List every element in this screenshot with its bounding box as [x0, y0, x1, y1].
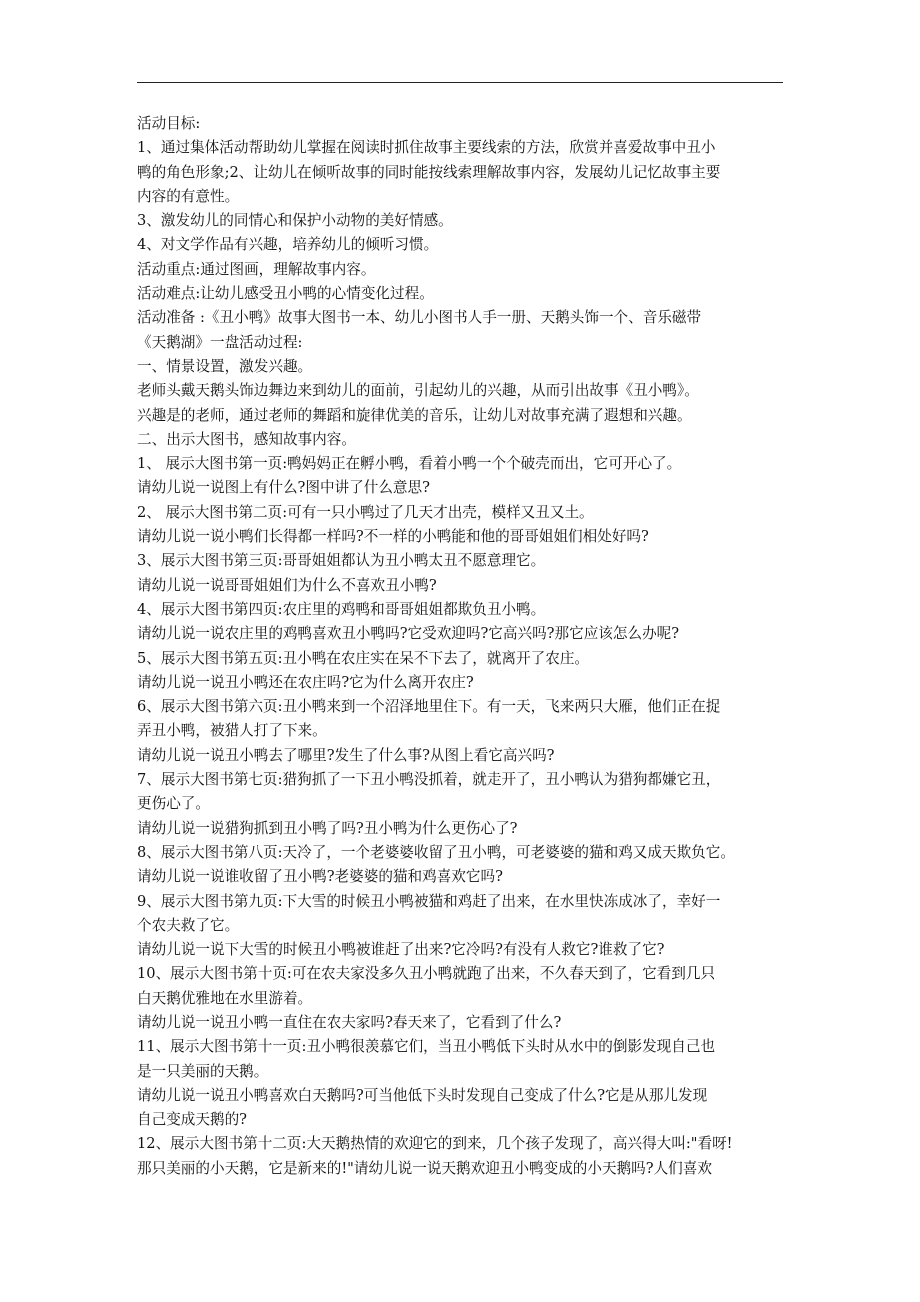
text-line: 请幼儿说一说丑小鸭一直住在农夫家吗?春天来了，它看到了什么?: [137, 1013, 562, 1031]
text-line: 那只美丽的小天鹅，它是新来的!"请幼儿说一说天鹅欢迎丑小鸭变成的小天鹅吗?人们喜欢: [137, 1159, 712, 1177]
text-line: 4、展示大图书第四页:农庄里的鸡鸭和哥哥姐姐都欺负丑小鸭。: [137, 600, 546, 618]
text-line: 请幼儿说一说丑小鸭还在农庄吗?它为什么离开农庄?: [137, 673, 474, 691]
text-line: 白天鹅优雅地在水里游着。: [137, 989, 313, 1007]
text-line: 请幼儿说一说丑小鸭喜欢白天鹅吗?可当他低下头时发现自己变成了什么?它是从那儿发现: [137, 1086, 708, 1104]
text-line: 请幼儿说一说图上有什么?图中讲了什么意思?: [137, 479, 430, 497]
text-line: 请幼儿说一说丑小鸭去了哪里?发生了什么事?从图上看它高兴吗?: [137, 746, 555, 764]
text-line: 内容的有意性。: [137, 187, 240, 205]
text-line: 请幼儿说一说小鸭们长得都一样吗?不一样的小鸭能和他的哥哥姐姐们相处好吗?: [137, 528, 649, 546]
text-line: 11、展示大图书第十一页:丑小鸭很羡慕它们，当丑小鸭低下头时从水中的倒影发现自己也: [137, 1038, 716, 1056]
text-line: 是一只美丽的天鹅。: [137, 1062, 269, 1080]
text-line: 老师头戴天鹅头饰边舞边来到幼儿的面前，引起幼儿的兴趣，从而引出故事《丑小鸭》。: [137, 382, 699, 400]
text-line: 5、展示大图书第五页:丑小鸭在农庄实在呆不下去了，就离开了农庄。: [137, 649, 590, 667]
text-line: 3、展示大图书第三页:哥哥姐姐都认为丑小鸭太丑不愿意理它。: [137, 552, 546, 570]
text-line: 请幼儿说一说下大雪的时候丑小鸭被谁赶了出来?它冷吗?有没有人救它?谁救了它?: [137, 941, 665, 959]
text-line: 鸭的角色形象;2、让幼儿在倾听故事的同时能按线索理解故事内容，发展幼儿记忆故事主要: [137, 163, 721, 181]
header-rule: [137, 82, 783, 83]
text-line: 兴趣是的老师，通过老师的舞蹈和旋律优美的音乐，让幼儿对故事充满了遐想和兴趣。: [137, 406, 692, 424]
text-line: 活动目标:: [137, 115, 201, 132]
text-line: 一、情景设置，激发兴趣。: [137, 357, 313, 375]
text-line: 弄丑小鸭，被猎人打了下来。: [137, 722, 327, 740]
text-line: 8、展示大图书第八页:天冷了，一个老婆婆收留了丑小鸭，可老婆婆的猫和鸡又成天欺负它。: [137, 843, 735, 861]
text-line: 10、展示大图书第十页:可在农夫家没多久丑小鸭就跑了出来，不久春天到了，它看到几只: [137, 965, 716, 983]
text-line: 活动难点:让幼儿感受丑小鸭的心情变化过程。: [137, 285, 434, 303]
text-line: 4、对文学作品有兴趣，培养幼儿的倾听习惯。: [137, 236, 439, 254]
text-line: 请幼儿说一说猎狗抓到丑小鸭了吗?丑小鸭为什么更伤心了?: [137, 819, 518, 837]
text-line: 2、 展示大图书第二页:可有一只小鸭过了几天才出壳，模样又丑又土。: [137, 503, 594, 521]
text-line: 更伤心了。: [137, 795, 210, 813]
text-line: 1、通过集体活动帮助幼儿掌握在阅读时抓住故事主要线索的方法，欣赏并喜爱故事中丑小: [137, 139, 716, 157]
text-line: 1、 展示大图书第一页:鸭妈妈正在孵小鸭，看着小鸭一个个破壳而出，它可开心了。: [137, 455, 682, 473]
text-line: 活动准备 :《丑小鸭》故事大图书一本、幼儿小图书人手一册、天鹅头饰一个、音乐磁带: [137, 309, 702, 327]
text-line: 《天鹅湖》一盘活动过程:: [137, 333, 303, 351]
text-line: 7、展示大图书第七页:猎狗抓了一下丑小鸭没抓着，就走开了，丑小鸭认为猎狗都嫌它丑，: [137, 771, 721, 789]
text-line: 二、出示大图书，感知故事内容。: [137, 430, 356, 448]
text-line: 9、展示大图书第九页:下大雪的时候丑小鸭被猫和鸡赶了出来，在水里快冻成冰了，幸好一: [137, 892, 721, 910]
text-line: 3、激发幼儿的同情心和保护小动物的美好情感。: [137, 212, 453, 230]
text-line: 请幼儿说一说哥哥姐姐们为什么不喜欢丑小鸭?: [137, 576, 437, 594]
text-line: 12、展示大图书第十二页:大天鹅热情的欢迎它的到来，几个孩子发现了，高兴得大叫:"看呀!: [137, 1135, 733, 1153]
text-line: 6、展示大图书第六页:丑小鸭来到一个沼泽地里住下。有一天，飞来两只大雁，他们正在捉: [137, 698, 721, 716]
text-line: 自己变成天鹅的?: [137, 1111, 247, 1129]
text-line: 个农夫救了它。: [137, 916, 240, 934]
document-body: [137, 112, 785, 1181]
text-line: 请幼儿说一说农庄里的鸡鸭喜欢丑小鸭吗?它受欢迎吗?它高兴吗?那它应该怎么办呢?: [137, 625, 680, 643]
text-line: 请幼儿说一说谁收留了丑小鸭?老婆婆的猫和鸡喜欢它吗?: [137, 868, 503, 886]
text-line: 活动重点:通过图画，理解故事内容。: [137, 260, 376, 278]
